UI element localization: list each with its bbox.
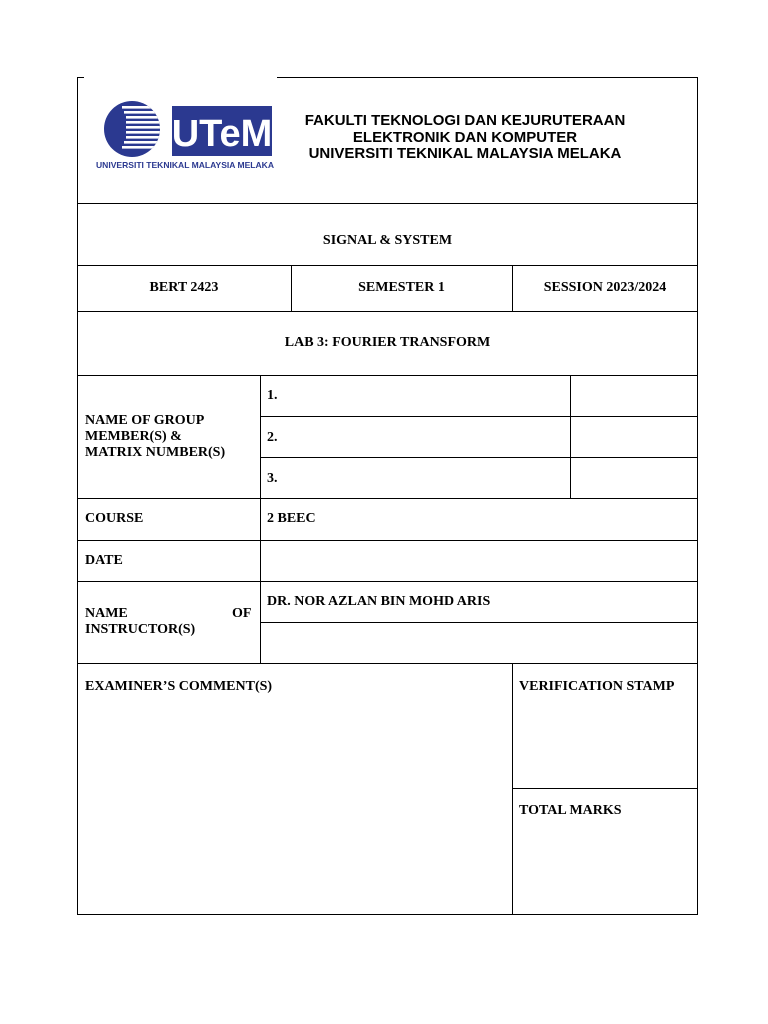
utem-emblem — [96, 96, 276, 176]
course-value: 2 BEEC — [267, 511, 316, 526]
row-divider — [77, 203, 698, 204]
instructor-label-word2: OF — [232, 606, 252, 621]
instructor-label-word1: NAME — [85, 606, 128, 621]
group-members-label-line1: NAME OF GROUP — [85, 413, 205, 428]
row-divider — [77, 581, 698, 582]
logo-caption: UNIVERSITI TEKNIKAL MALAYSIA MELAKA — [96, 161, 275, 170]
lab-title: LAB 3: FOURIER TRANSFORM — [284, 335, 491, 350]
instructor-label-line2: INSTRUCTOR(S) — [85, 622, 196, 637]
member-matrix-field[interactable] — [571, 417, 697, 457]
university-name: UNIVERSITI TEKNIKAL MALAYSIA MELAKA — [308, 145, 622, 162]
date-field[interactable] — [267, 553, 687, 573]
faculty-name-line1: FAKULTI TEKNOLOGI DAN KEJURUTERAAN — [304, 112, 626, 129]
course-label: COURSE — [85, 511, 144, 526]
table-border-top — [277, 77, 698, 78]
member-row-number: 3. — [267, 471, 278, 486]
table-border-top — [77, 77, 84, 78]
member-name-field[interactable] — [261, 417, 570, 457]
member-matrix-field[interactable] — [571, 458, 697, 498]
session: SESSION 2023/2024 — [543, 280, 667, 295]
row-divider — [77, 498, 698, 499]
examiner-comment-area[interactable] — [78, 700, 512, 914]
group-members-label-line2: MEMBER(S) & — [85, 429, 182, 444]
faculty-header — [290, 113, 640, 163]
row-divider — [77, 540, 698, 541]
total-marks-label: TOTAL MARKS — [519, 803, 622, 818]
total-marks-field[interactable] — [513, 824, 697, 914]
semester: SEMESTER 1 — [358, 280, 445, 295]
group-members-label-line3: MATRIX NUMBER(S) — [85, 445, 226, 460]
member-name-field[interactable] — [261, 376, 570, 416]
table-border-bottom — [77, 914, 698, 915]
row-divider — [77, 311, 698, 312]
second-instructor-field[interactable] — [261, 623, 697, 663]
subject-title: SIGNAL & SYSTEM — [322, 233, 453, 248]
date-label: DATE — [85, 553, 123, 568]
utem-logo — [96, 96, 276, 176]
instructor-name: DR. NOR AZLAN BIN MOHD ARIS — [267, 594, 491, 609]
member-row-number: 2. — [267, 430, 278, 445]
row-divider — [77, 663, 698, 664]
examiner-comment-label: EXAMINER’S COMMENT(S) — [85, 679, 273, 694]
verification-stamp-label: VERIFICATION STAMP — [519, 679, 675, 694]
logo-brand-text: UTeM — [171, 113, 273, 155]
course-code: BERT 2423 — [149, 280, 219, 295]
row-divider — [77, 265, 698, 266]
member-row-number: 1. — [267, 388, 278, 403]
row-divider — [512, 788, 698, 789]
member-name-field[interactable] — [261, 458, 570, 498]
faculty-name-line2: ELEKTRONIK DAN KOMPUTER — [352, 128, 578, 146]
member-matrix-field[interactable] — [571, 376, 697, 416]
